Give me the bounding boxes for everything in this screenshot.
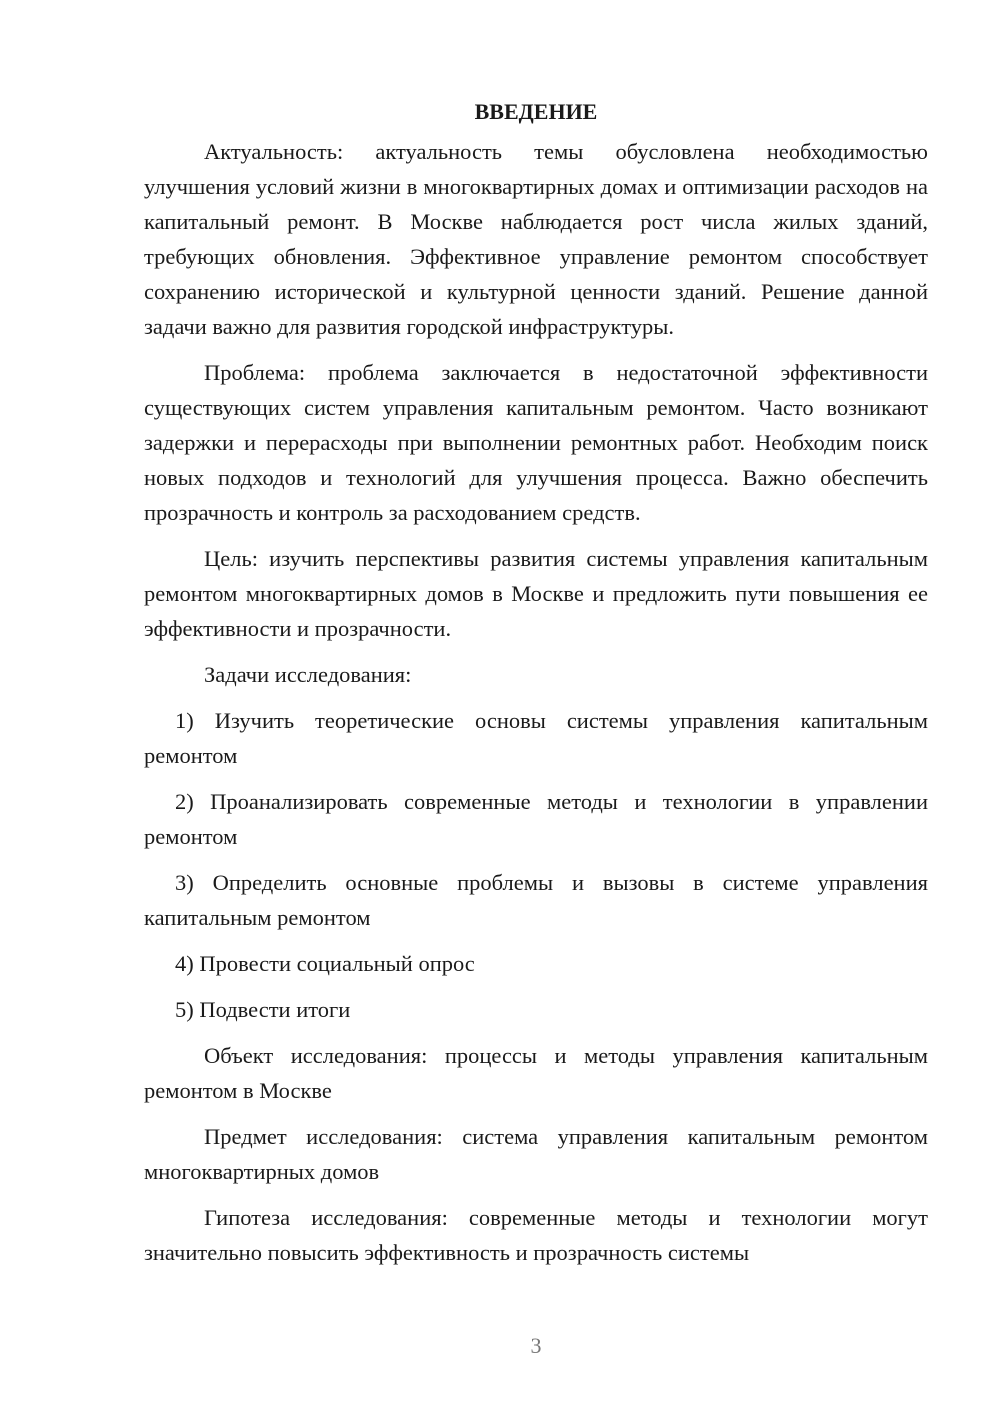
subject-paragraph: Предмет исследования: система управления капитальным ремонтом многоквартирных домов bbox=[144, 1124, 928, 1184]
relevance-paragraph: Актуальность: актуальность темы обусловлена необходимостью улучшения условий жизни в многоквартирных домах и оптимизации расходов на капитальный ремонт. В Москве наблюдается рост числа жилых зданий, требующих обновления. Эффективное управление ремонтом способствует сохранению исторической и культурной ценности зданий. Решение данной задачи важно для развития городской инфраструктуры. bbox=[144, 139, 928, 339]
page-number: 3 bbox=[530, 1333, 542, 1358]
problem-paragraph: Проблема: проблема заключается в недостаточной эффективности существующих систем управления капитальным ремонтом. Часто возникают задержки и перерасходы при выполнении ремонтных работ. Необходим поиск новых подходов и технологий для улучшения процесса. Важно обеспечить прозрачность и контроль за расходованием средств. bbox=[144, 360, 928, 525]
object-paragraph: Объект исследования: процессы и методы управления капитальным ремонтом в Москве bbox=[144, 1043, 928, 1103]
tasks-heading: Задачи исследования: bbox=[204, 662, 412, 687]
hypothesis-paragraph: Гипотеза исследования: современные методы и технологии могут значительно повысить эффективность и прозрачность системы bbox=[144, 1205, 928, 1265]
task-item-3: 3) Определить основные проблемы и вызовы в системе управления капитальным ремонтом bbox=[144, 870, 928, 930]
task-item-1: 1) Изучить теоретические основы системы управления капитальным ремонтом bbox=[144, 708, 928, 768]
task-item-2: 2) Проанализировать современные методы и технологии в управлении ремонтом bbox=[144, 789, 928, 849]
task-item-4: 4) Провести социальный опрос bbox=[175, 951, 475, 976]
section-title: ВВЕДЕНИЕ bbox=[474, 99, 598, 124]
document-page bbox=[144, 96, 928, 1281]
task-item-5: 5) Подвести итоги bbox=[175, 997, 351, 1022]
goal-paragraph: Цель: изучить перспективы развития системы управления капитальным ремонтом многоквартирных домов в Москве и предложить пути повышения ее эффективности и прозрачности. bbox=[144, 546, 928, 641]
